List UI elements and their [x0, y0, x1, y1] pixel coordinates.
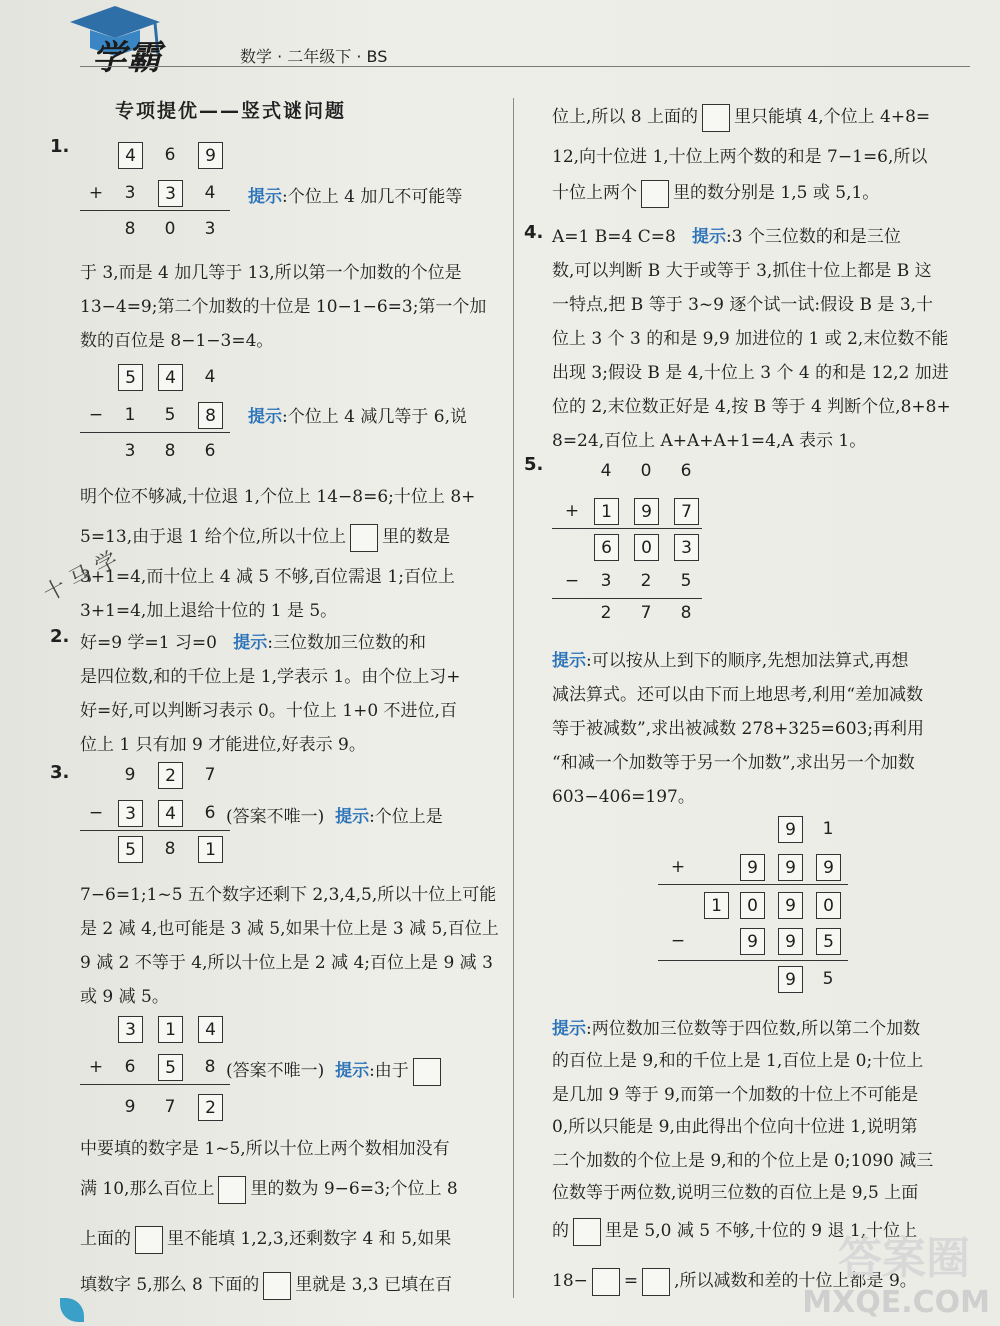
header-rule [80, 66, 970, 67]
watermark-url: MXQE.COM [802, 1285, 990, 1320]
tip-1a: 提示:个位上 4 加几不可能等 [248, 187, 463, 207]
blank-box [218, 1176, 246, 1204]
leaf-icon [60, 1298, 84, 1322]
tip-3b: (答案不唯一) 提示:由于 [226, 1056, 445, 1086]
tip-1b: 提示:个位上 4 减几等于 6,说 [248, 407, 467, 427]
tip-3a: (答案不唯一) 提示:个位上是 [226, 807, 443, 827]
watermark-logo: 答案圈 [838, 1233, 970, 1284]
blank-box [641, 180, 669, 208]
column-divider [513, 98, 514, 1298]
answer-2: 好=9 学=1 习=0 提示:三位数加三位数的和 [80, 633, 426, 653]
blank-box [350, 524, 378, 552]
blank-box [642, 1268, 670, 1296]
blank-box [135, 1226, 163, 1254]
page-title: 专项提优——竖式谜问题 [115, 100, 347, 122]
blank-box [592, 1268, 620, 1296]
handwriting-scribble: 十 马 学 [39, 547, 123, 608]
blank-box [573, 1218, 601, 1246]
logo: 学霸 [92, 38, 162, 78]
blank-box [263, 1272, 291, 1300]
blank-box [413, 1058, 441, 1086]
blank-box [702, 104, 730, 132]
problem-number-1: 1. [50, 136, 70, 157]
page: 学霸 数学 · 二年级下 · BS 专项提优——竖式谜问题 1. 4 6 9 + 3 3 4 8 0 3 提示:个位上 4 加几不可能等 于 3,而是 4 加几等于 13,所以第一个加数的个位是 13−4=9;第二个加数的十位是 10−1−6=3;第一个加 数的百位是 8−1−3=4。 5 4 4 − 1 5 8 3 8 6 提示:个位上 4 减几等于 6,说 明个位不够减,十位退 1,个位上 14−8=6;十位上 8+ 5=13,由于退 1 给个位,所以十位上 里的数是 3+1=4,而十位上 4 减 5 不够,百位需退 1;百位上 3+1=4,加上退给十位的 1 是 5。 2. 好=9 学=1 习=0 提示:三位数加三位数的和 是四位数,和的千位上是 1,学表示 1。由个位上习+ 好=好,可以判断习表示 0。十位上 1+0 不进位,百 位上 1 只有加 9 才能进位,好表示 9。 十 马 学 3. 9 2 7 − 3 4 6 5 8 1 (答案不唯一) 提示:个位上是 7−6=1;1~5 五个数字还剩下 2,3,4,5,所以十位上可能 是 2 减 4,也可能是 3 减 5,如果十位上是 3 减 5,百位上 9 减 2 不等于 4,所以十位上是 2 减 4;百位上是 9 减 3 或 9 减 5。 3 1 4 + 6 5 8 9 7 2 (答案不唯一) 提示:由于 中要填的数字是 1~5,所以十位上两个数相加没有 满 10,那么百位上 里的数为 9−6=3;个位上 8 上面的 里不能填 1,2,3,还剩数字 4 和 5,如果 填数字 5,那么 8 下面的 里就是 3,3 已填在百 位上,所以 8 上面的 里只能填 4,个位上 4+8= 12,向十位进 1,十位上两个数的和是 7−1=6,所以 十位上两个 里的数分别是 1,5 或 5,1。 4. A=1 B=4 C=8 提示:3 个三位数的和是三位 数,可以判断 B 大于或等于 3,抓住十位上都是 B 这 一特点,把 B 等于 3~9 逐个试一试:假设 B 是 3,十 位上 3 个 3 的和是 9,9 加进位的 1 或 2,末位数不能 出现 3;假设 B 是 4,十位上 3 个 4 的和是 12,2 加进 位的 2,末位数正好是 4,按 B 等于 4 判断个位,8+8+ 8=24,百位上 A+A+A+1=4,A 表示 1。 5. 4 0 6 + 1 9 7 6 0 3 − 3 2 5 2 7 8 提示:可以按从上到下的顺序,先想加法算式,再想 减法算式。还可以由下而上地思考,利用“差加减数 等于被减数”,求出被减数 278+325=603;再利用 “和减一个加数等于另一个加数”,求出另一个加数 603−406=197。 9 1 + 9 9 9 1 0 9 0 − 9 9 5 9 5 提示:两位数加三位数等于四位数,所以第二个加数 的百位上是 9,和的千位上是 1,百位上是 0;十位上 是几加 9 等于 9,而第一个加数的十位上不可能是 0,所以只能是 9,由此得出个位向十位进 1,说明第 二个加数的个位上是 9,和的个位上是 0;1090 减三 位数等于两位数,说明三位数的百位上是 9,5 上面 的 里是 5,0 减 5 不够,十位的 9 退 1,十位上 18− = ,所以减数和差的十位上都是 9。 答案圈 MXQE.COM [0, 0, 1000, 1326]
header-subject: 数学 · 二年级下 · BS [240, 47, 388, 66]
answer-4: A=1 B=4 C=8 提示:3 个三位数的和是三位 [552, 227, 901, 247]
